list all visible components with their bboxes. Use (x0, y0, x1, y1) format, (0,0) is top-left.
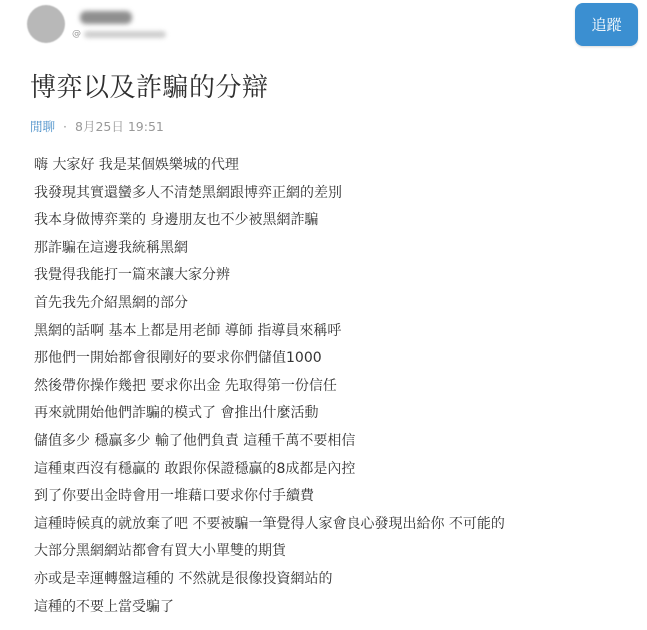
post-body-line: 黑網的話啊 基本上都是用老師 導師 指導員來稱呼 (34, 322, 342, 339)
follow-button[interactable]: 追蹤 (575, 3, 638, 46)
post-body-line: 這種東西沒有穩贏的 敢跟你保證穩贏的8成都是內控 (34, 460, 356, 477)
author-handle-redacted (84, 31, 166, 38)
post-body-line: 大部分黑網網站都會有買大小單雙的期貨 (34, 543, 286, 560)
post-body-line: 這種的不要上當受騙了 (34, 598, 174, 615)
post-body-line: 那他們一開始都會很剛好的要求你們儲值1000 (34, 350, 322, 367)
post-body-line: 首先我先介紹黑網的部分 (34, 294, 188, 311)
post-body (34, 152, 634, 621)
post-title: 博弈以及詐騙的分辯 (30, 73, 269, 103)
post-body-line: 那詐騙在這邊我統稱黑網 (34, 239, 188, 256)
post-body-line: 然後帶你操作幾把 要求你出金 先取得第一份信任 (34, 377, 337, 394)
post-body-line: 再來就開始他們詐騙的模式了 會推出什麼活動 (34, 405, 319, 422)
post-body-line: 這種時候真的就放棄了吧 不要被騙一筆覺得人家會良心發現出給你 不可能的 (34, 515, 505, 532)
author-handle-prefix: @ (72, 29, 81, 39)
post-header (0, 0, 647, 56)
post-body-line: 我本身做博弈業的 身邊朋友也不少被黑網詐騙 (34, 212, 319, 229)
post-body-line: 我覺得我能打一篇來讓大家分辨 (34, 267, 230, 284)
post-meta (30, 117, 164, 135)
post-body-line: 亦或是幸運轉盤這種的 不然就是很像投資網站的 (34, 570, 333, 587)
post-body-line: 儲值多少 穩贏多少 輸了他們負責 這種千萬不要相信 (34, 432, 356, 449)
meta-separator: · (63, 118, 67, 134)
post-category-link[interactable]: 閒聊 (30, 119, 56, 134)
post-body-line: 到了你要出金時會用一堆藉口要求你付手續費 (34, 488, 314, 505)
author-name-redacted[interactable] (80, 11, 132, 24)
author-avatar[interactable] (27, 5, 65, 43)
post-date: 8月25日 19:51 (75, 119, 164, 134)
post-body-line: 嗨 大家好 我是某個娛樂城的代理 (34, 157, 239, 173)
post-body-line: 我發現其實還蠻多人不清楚黑網跟博弈正網的差別 (34, 184, 342, 201)
